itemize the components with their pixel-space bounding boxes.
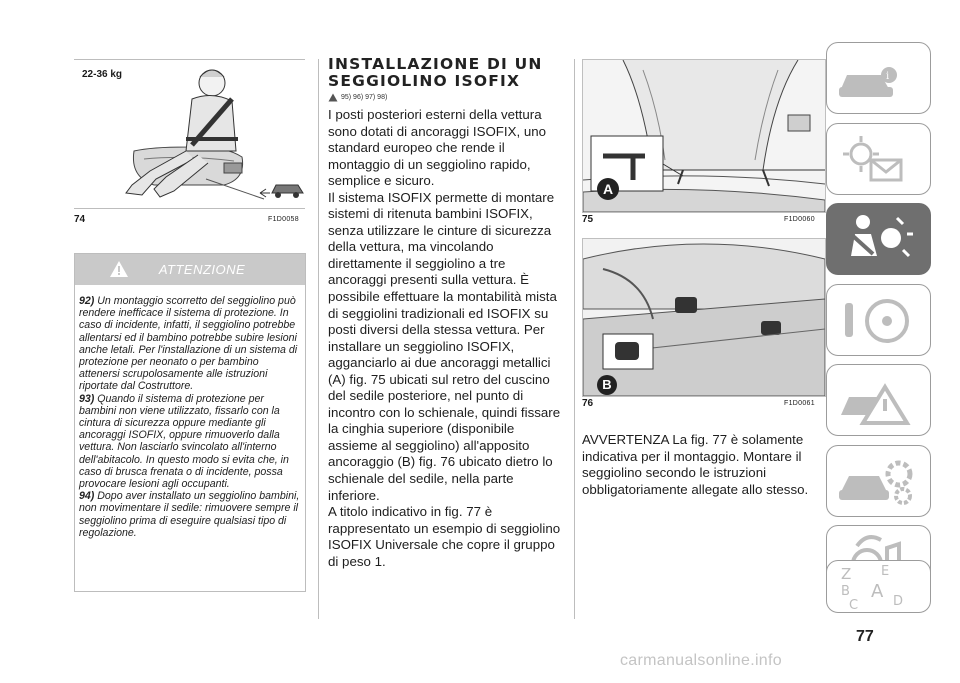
emergency-icon [827,365,930,435]
fig74-code: F1D0058 [268,216,299,223]
paragraph: Il sistema ISOFIX permette di montare sistemi di ritenuta bambini ISOFIX, senza utilizzare le cinture di sicurezza della vettura, ma vincolando direttamente il seggiolino a tre ancoraggi presenti sulla vettura. È possibile effettuare la montabilità mista di seggiolini tradizionali ed ISOFIX su posti diversi della stessa vettura. Per installare un seggiolino ISOFIX, agganciarlo ai due ancoraggi metallici (A) fig. 75 ubicati sul retro del cuscino del sedile posteriore, nel punto di incontro con lo schienale, quindi fissare la cinghia superiore (disponibile assieme al seggiolino) all'apposito ancoraggio (B) fig. 76 ubicato dietro lo schienale del sedile, nella parte inferiore. [328,189,561,503]
fig75-photo [582,59,826,213]
warning-item-92: 92) Un montaggio scorretto del seggiolino può rendere inefficace il sistema di protezione. In caso di incidente, infatti, il seggiolino potrebbe allentarsi ed il bambino potrebbe subire lesioni anche letali. Per l'installazione di un sistema di protezione per neonato o per bambino attenersi scrupolosamente alle istruzioni riportate dal Costruttore. [79,295,298,393]
fig76-code: F1D0061 [784,400,815,407]
fig74-number: 74 [74,214,86,225]
sidebar-tab-emergency[interactable] [826,364,931,436]
warning-header [75,254,305,285]
sidebar-tab-dashboard-lights[interactable] [826,123,931,195]
warning-item-93: 93) Quando il sistema di protezione per bambini non viene utilizzato, fissarlo con la cintura di sicurezza oppure mediante gli ancoraggi ISOFIX, oppure rimuoverlo dalla vettura. Non lasciarlo svincolato all'interno dell'abitacolo. In questo modo si evita che, in caso di brusca frenata o di incidente, possa provocare lesioni agli occupanti. [79,392,289,491]
fig74-illustration [74,59,305,209]
svg-text:i: i [886,71,890,82]
fig74-caption: 22-36 kg [82,69,123,80]
steering-key-icon [827,285,930,355]
warning-box [74,253,306,592]
svg-text:Z: Z [841,565,852,583]
sidebar-tab-index[interactable] [826,560,931,613]
warning-small-icon [328,93,338,102]
fig76-photo [582,238,826,397]
section-title: INSTALLAZIONE DI UN SEGGIOLINO ISOFIX [328,55,543,90]
fig76-callout-b: B [597,375,617,395]
svg-text:A: A [871,581,884,602]
fig75-callout-a: A [597,178,619,200]
sidebar-tab-maintenance[interactable] [826,445,931,517]
sidebar-tab-car-info[interactable] [826,42,931,114]
section-refs: 95) 96) 97) 98) [328,93,387,102]
fig75-code: F1D0060 [784,216,815,223]
car-info-icon [827,43,930,113]
sidebar-tab-safety[interactable] [826,203,931,275]
page-number: 77 [856,628,874,645]
fig76-number: 76 [582,398,594,409]
watermark: carmanualsonline.info [620,652,782,669]
fig75-number: 75 [582,214,594,225]
paragraph: I posti posteriori esterni della vettura sono dotati di ancoraggi ISOFIX, uno standard europeo che rende il montaggio di un seggiolino rapido, semplice e sicuro. [328,107,547,189]
column-divider-1 [318,59,319,619]
svg-text:E: E [881,564,890,579]
safety-airbag-icon [827,204,930,274]
index-icon [827,561,930,612]
svg-text:D: D [893,594,904,609]
section-body [328,107,563,570]
warning-title: ATTENZIONE [158,262,246,277]
dashboard-lights-icon [827,124,930,194]
paragraph: A titolo indicativo in fig. 77 è rappresentato un esempio di seggiolino ISOFIX Universale che copre il gruppo di peso 1. [328,504,561,569]
svg-text:C: C [849,598,859,612]
column-divider-2 [574,59,575,619]
warning-item-94: 94) Dopo aver installato un seggiolino bambini, non movimentare il sedile: rimuovere sempre il seggiolino prima di eseguire qualsiasi tipo di regolazione. [79,490,300,539]
sidebar-tab-steering-key[interactable] [826,284,931,356]
note: AVVERTENZA La fig. 77 è solamente indicativa per il montaggio. Montare il seggiolino secondo le istruzioni obbligatoriamente allegate allo stesso. [582,432,809,497]
maintenance-icon [827,446,930,516]
svg-text:B: B [841,584,850,599]
